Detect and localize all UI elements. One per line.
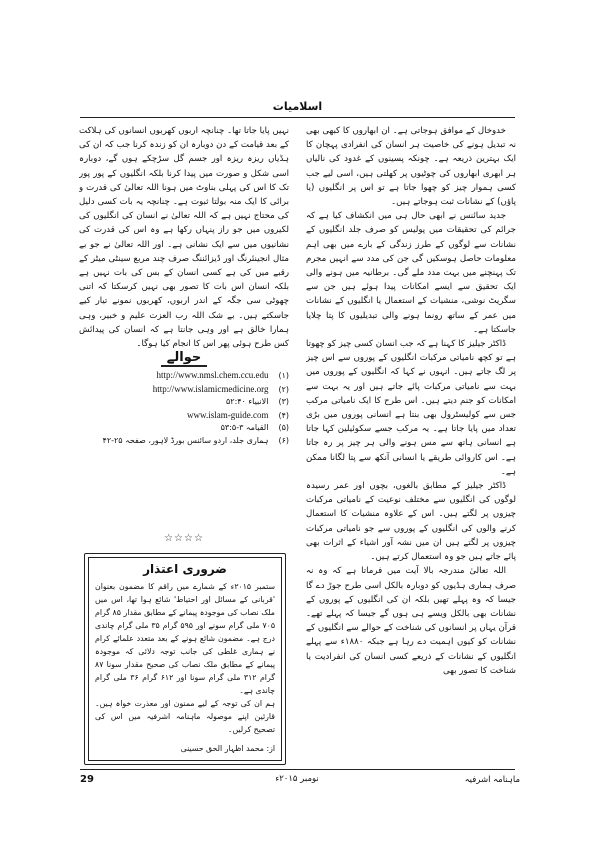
right-text-column (306, 124, 516, 827)
reference-link[interactable]: http://www.nmsl.chem.ccu.edu (156, 370, 269, 380)
reference-item: (۴) www.islam-guide.com (187, 409, 289, 420)
notice-body (85, 576, 285, 744)
page-number: 29 (80, 774, 94, 785)
reference-link[interactable]: www.islam-guide.com (187, 409, 269, 420)
body-paragraph: ڈاکٹر جیلیز کا کہنا ہے کہ جب انسان کسی چیز کو چھوتا ہے تو کچھ نامیاتی مرکبات انگلیوں کے پوروں سے اس چیز پر لگ جاتے ہیں۔ انہوں نے کہا کہ انگلیوں کے پوروں میں بہت سے نامیاتی مرکبات پائے جاتے ہیں اور یہ بہت سے امکانات کو جنم دیتے ہیں۔ اس طرح کا ایک نامیاتی مرکب جس سے کولیسٹرول بھی بنتا ہے انسانی پوروں میں بڑی تعداد میں پایا جاتا ہے۔ یہ مرکب جسے سکوئیلین کہا جاتا ہے انسانی ہاتھ سے مس ہونے والی ہر چیز پر رہ جاتا ہے۔ اس کاروائی طریقے یا انسانی آنکھ سے پتا لگانا ممکن ہے۔ (306, 339, 516, 477)
references-section (79, 350, 289, 447)
left-text-column (79, 124, 289, 354)
references-heading: حوالے (79, 350, 289, 365)
body-paragraph: نہیں پایا جاتا تھا۔ چنانچہ اربوں کھربوں انسانوں کی ہلاکت کے بعد قیامت کے دن دوبارہ ان کو زندہ کرنا جب کہ ان کی ہڈیاں ریزہ ریزہ اور جسم گل سڑچکے ہوں گے، دوبارہ اسی شکل و صورت میں پیدا کرنا بلکہ انگلیوں کے پور پور تک کا اس کی پہلی بناوٹ میں ہونا اللہ تعالیٰ کی قدرت و برائی کا ایک منہ بولتا ثبوت ہے۔ چنانچہ یہ بات کسی دلیل کی محتاج نہیں ہے کہ اللہ تعالیٰ نے انسان کی انگلیوں کی لکیروں میں جو راز پنہاں رکھا ہے وہ اس کی قدرت کی نشانیوں میں سے ایک نشانی ہے۔ اور اللہ تعالیٰ نے جو بے مثال انجینئرنگ اور ڈیزائننگ صرف چند مربع سینٹی میٹر کے رقبے میں کی ہے کسی انسان کے بس کی بات نہیں ہے بلکہ انسان اس بات کا تصور بھی نہیں کرسکتا کہ اتنی چھوٹی سی جگہ کے اندر اربوں، کھربوں نمونے تیار کیے جاسکتے ہیں۔ بے شک اللہ رب العزت علیم و خبیر، وہی ہمارا خالق ہے اور وہی جانتا ہے کہ انسان کی پیدائش کس طرح ہوئی پھر اس کا انجام کیا ہوگا۔ (79, 126, 289, 350)
reference-item: (۵) القیامہ ۳-۵۳:۵ (220, 423, 289, 432)
reference-item: (۳) الانبیاء ۵۲:۴۰ (225, 397, 289, 406)
reference-item: (۱) http://www.nmsl.chem.ccu.edu (156, 370, 289, 380)
page-header-title: اسلامیات (272, 100, 323, 113)
notice-title: ضروری اعتذار (143, 562, 227, 576)
body-paragraph: اللہ تعالیٰ مندرجہ بالا آیت میں فرماتا ہے کہ وہ نہ صرف ہماری ہڈیوں کو دوبارہ بالکل اسی طرح جوڑ دے گا جیسا کہ وہ پہلے تھیں بلکہ ان کی انگلیوں کے پوروں کے نشانات بھی بالکل ویسے ہی ہوں گے جیسا کہ پہلے تھے۔ قرآن یہاں پر انسانوں کی شناخت کے حوالے سے انگلیوں کے نشانات کو کیوں اہمیت دے رہا ہے جبکہ ۱۸۸۰ء سے پہلے انگلیوں کے نشانات کے ذریعے کسی انسان کی انفرادیت یا شناخت کا تصور بھی (306, 566, 516, 676)
body-paragraph: ڈاکٹر جیلیز کے مطابق بالغوں، بچوں اور عمر رسیدہ لوگوں کی انگلیوں سے مختلف نوعیت کے نامیاتی مرکبات چیزوں پر لگتے ہیں۔ اس کے علاوہ منشیات کا استعمال کرنے والوں کی انگلیوں کے پوروں سے جو نامیاتی مرکبات چیزوں پر لگتے ہیں ان میں نشہ آور اشیاء کے اثرات بھی پائے جاتے ہیں جو وہ استعمال کرتے ہیں۔ (306, 481, 516, 563)
header-divider (80, 117, 515, 118)
reference-item: (۶) ہماری جلد، اردو سائنس بورڈ لاہور، صفحہ ۲۵-۴۲ (102, 435, 289, 445)
notice-paragraph: ستمبر ۲۰۱۵ء کے شمارے میں راقم کا مضمون بعنوان 'قربانی کے مسائل اور احتیاط' شائع ہوا تھا، اس میں ملک نصاب کی موجودہ پیمانے کے مطابق مقدار ۸۵ گرام ۷۰۵ ملی گرام سونے اور ۵۹۵ گرام ۳۵ ملی گرام چاندی درج ہے۔ مضمون شائع ہونے کے بعد متعدد علمائے کرام نے ہماری غلطی کی جانب توجہ دلائی کہ موجودہ پیمانے کے مطابق ملک نصاب کی صحیح مقدار سونا ۸۷ گرام ۳۱۲ ملی گرام سونا اور ۶۱۲ گرام ۳۶ ملی گرام چاندی ہے۔ (95, 582, 276, 695)
section-separator-stars: ☆☆☆☆ (164, 533, 204, 544)
reference-link[interactable]: http://www.islamicmedicine.org (152, 383, 269, 394)
notice-paragraph: ہم ان کی توجہ کے لیے ممنون اور معذرت خواہ ہیں۔ قارئین اپنے موصولہ ماہنامہ اشرفیہ میں اس کی تصحیح کرلیں۔ (95, 699, 275, 734)
body-paragraph: خدوخال کے موافق ہوجاتی ہے۔ ان ابھاروں کا کبھی بھی نہ تبدیل ہونے کی خاصیت ہر انسان کی انفرادی پہچان کا ایک بہترین ذریعہ ہے۔ چونکہ پسینوں کے غدود کی نالیاں ہر ابھری ابھاروں کی چوٹیوں پر کھلتی ہیں، اسی لیے جب کسی ہموار چیز کو چھوا جاتا ہے تو اس پر انگلیوں (یا پاؤں) کے نشانات ثبت ہوجاتے ہیں۔ (306, 126, 516, 208)
reference-item: (۲) http://www.islamicmedicine.org (152, 383, 289, 394)
footer-divider (80, 769, 515, 770)
body-paragraph: جدید سائنس نے ابھی حال ہی میں انکشاف کیا ہے کہ جرائم کی تحقیقات میں پولیس کو صرف جلد انگلیوں کے نشانات سے لوگوں کے طرز زندگی کے بارے میں بھی اہم معلومات حاصل ہوسکیں گی جن کی مدد سے انہیں مجرم تک پہنچنے میں بہت مدد ملے گی۔ برطانیہ میں ہونے والی ایک تحقیق سے ایسے امکانات پیدا ہوئے ہیں جن سے سگریٹ نوشی، منشیات کے استعمال یا انگلیوں کے نشانات میں عمر کے ساتھ رونما ہونے والی تبدیلیوں کا پتا چلایا جاسکتا ہے۔ (306, 211, 516, 335)
footer-magazine-name: ماہنامہ اشرفیہ (464, 775, 520, 785)
notice-signature: از: محمد اظہار الحق حسینی (180, 744, 275, 753)
footer-issue-date: نومبر ۲۰۱۵ء (275, 774, 319, 784)
apology-notice-box (84, 553, 286, 765)
